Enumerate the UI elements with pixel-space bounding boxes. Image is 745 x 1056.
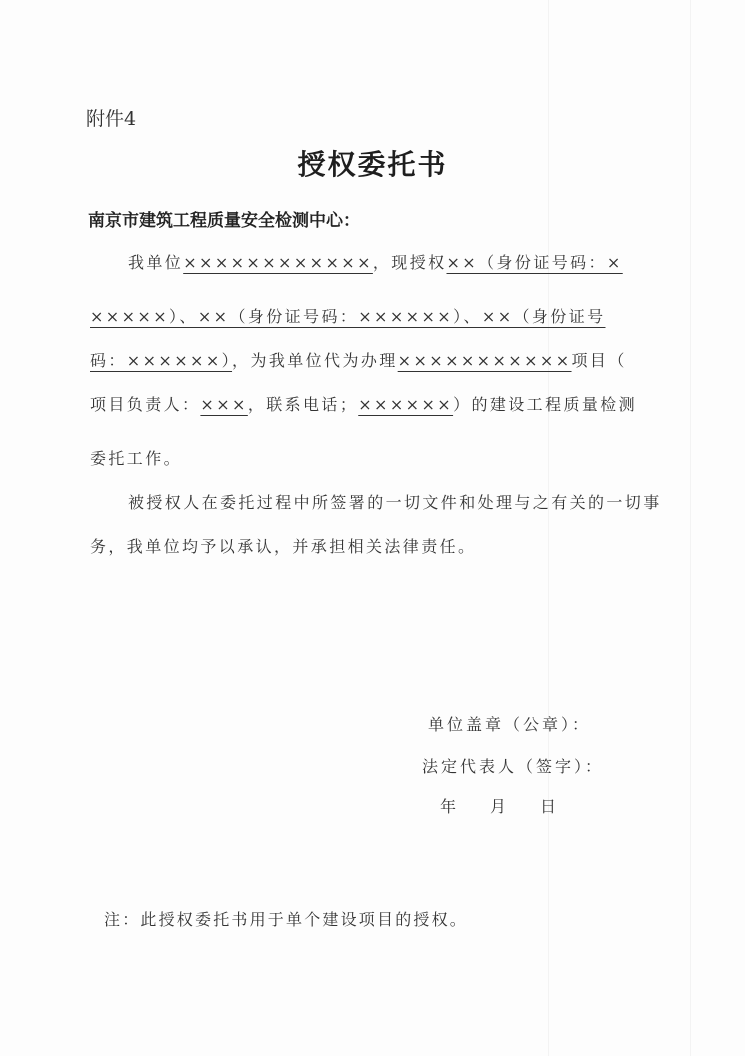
paragraph1-line2 (90, 304, 606, 327)
paragraph2-line1: 被授权人在委托过程中所签署的一切文件和处理与之有关的一切事 (128, 493, 662, 512)
text: ，为我单位代为办理 (232, 351, 398, 370)
authorized-person-field: ××（身份证号码：× (446, 253, 623, 272)
year-label: 年 (440, 797, 460, 816)
text: 项目（ (571, 351, 627, 370)
document-title: 授权委托书 (297, 148, 448, 181)
text: ）的建设工程质量检测 (453, 395, 638, 414)
day-label: 日 (540, 797, 560, 816)
paragraph2-line2: 务，我单位均予以承认，并承担相关法律责任。 (90, 537, 477, 556)
text: ，联系电话； (247, 395, 359, 414)
unit-name-field: ×××××××××××× (183, 253, 373, 272)
authorized-persons-field: ×××××）、××（身份证号码：××××××）、××（身份证号 (90, 307, 606, 326)
text: 委托工作。 (90, 449, 183, 468)
text: 项目负责人： (90, 395, 201, 414)
phone-field: ×××××× (358, 395, 454, 414)
text: 我单位 (128, 253, 184, 272)
project-name-field: ××××××××××× (397, 351, 572, 370)
month-label: 月 (490, 797, 510, 816)
paragraph1-line5 (90, 446, 182, 469)
paragraph1-line4 (90, 392, 637, 415)
paragraph1-line3 (90, 348, 627, 371)
legal-representative-label: 法定代表人（签字）： (422, 757, 605, 776)
id-number-field: 码：××××××） (90, 351, 233, 370)
recipient: 南京市建筑工程质量安全检测中心： (88, 211, 360, 231)
unit-seal-label: 单位盖章（公章）： (428, 715, 592, 734)
project-manager-field: ××× (200, 395, 248, 414)
footnote: 注：此授权委托书用于单个建设项目的授权。 (104, 910, 469, 929)
paragraph1-line1 (128, 250, 623, 273)
text: ，现授权 (372, 253, 447, 272)
attachment-label: 附件4 (86, 108, 137, 130)
